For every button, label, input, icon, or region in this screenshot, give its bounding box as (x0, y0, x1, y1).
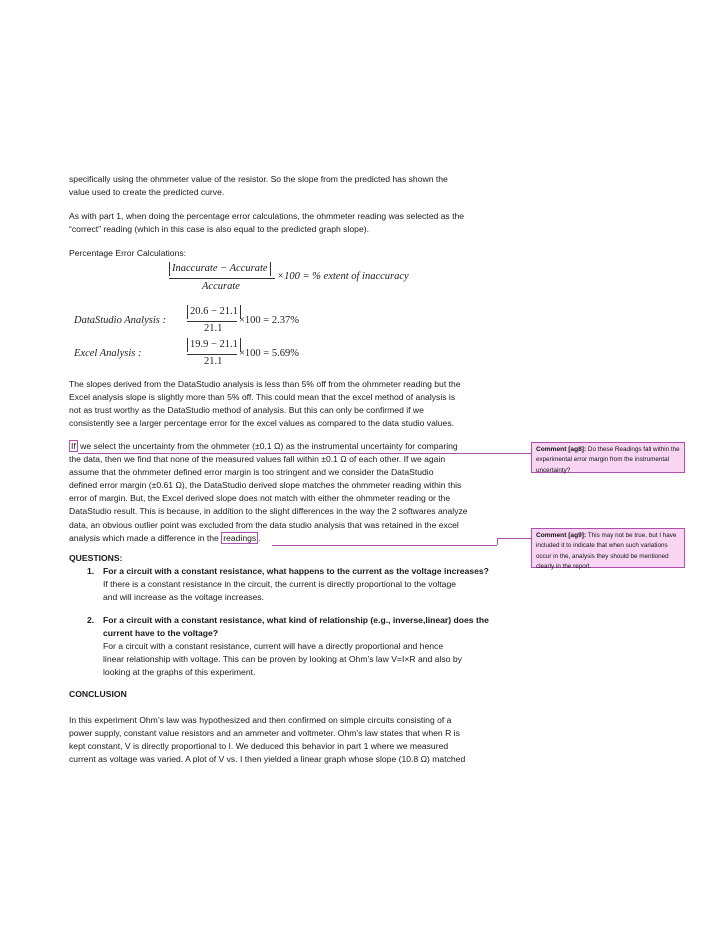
comment-ag9-connector-b (497, 538, 531, 539)
conclusion-body: In this experiment Ohm’s law was hypothesized and then confirmed on simple circuits consisting of a power supply, constant value resistors and an ammeter and voltmeter. Ohm’s law states that when R is kept constant, V is directly proportional to I. We deduced this behavior in part 1 where we measured current as voltage was varied. A plot of V vs. I then yielded a linear graph whose slope (10.8 Ω) matched (69, 715, 466, 765)
datastudio-numerator: 20.6 − 21.1 (187, 305, 241, 319)
excel-rhs: ×100 = 5.69% (239, 348, 299, 359)
question-1: 1. For a circuit with a constant resistance, what happens to the current as the voltage increases? If there is a constant resistance in the circuit, the current is directly proportional to the voltage and will increase as the voltage increases. (87, 566, 489, 602)
paragraph-uncertainty: If we select the uncertainty from the ohmmeter (±0.1 Ω) as the instrumental uncertainty for comparing the data, then we find that none of the measured values fall within ±0.1 Ω of each other. If we again assume that the ohmmeter defined error margin is too stringent and we consider the DataStudio defined error margin (±0.61 Ω), the DataStudio derived slope matches the ohmmeter reading within this error of margin. But, the Excel derived slope does not match with either the ohmmeter reading or the DataStudio result. This is because, in addition to the slight differences in the way the 2 softwares analyze data, an obvious outlier point was excluded from the data studio analysis that was retained in the excel analysis which made a difference in the readings . (69, 441, 468, 543)
formula-denominator: Accurate (202, 281, 240, 292)
comment-anchor-ag8[interactable]: If (71, 441, 76, 451)
questions-heading: QUESTIONS: (69, 553, 123, 563)
comment-ag9[interactable]: Comment [ag9]: This may not be true, but I have included it to indicate that when such variations occur in the, analysis they should be mentioned clearly in the report. (531, 528, 685, 568)
question-2: 2. For a circuit with a constant resistance, what kind of relationship (e.g., inverse,linear) does the current have to the voltage? For a circuit with a constant resistance, current will have a directly proportional and hence linear relationship with voltage. This can be proven by looking at Ohm’s law V=I×R and also by looking at the graphs of this experiment. (87, 615, 489, 677)
datastudio-fraction-bar (187, 321, 237, 322)
formula-numerator: Inaccurate − Accurate (169, 262, 271, 276)
comment-anchor-ag9[interactable]: readings (223, 532, 257, 543)
excel-numerator: 19.9 − 21.1 (187, 338, 241, 352)
datastudio-denominator: 21.1 (204, 323, 223, 334)
paragraph-part1-reference: As with part 1, when doing the percentage error calculations, the ohmmeter reading was selected as the “correct” reading (which in this case is also equal to the predicted graph slope). (69, 211, 465, 235)
comment-ag9-connector-a (272, 545, 497, 546)
paragraph-slope-comparison: The slopes derived from the DataStudio analysis is less than 5% off from the ohmmeter reading but the Excel analysis slope is slightly more than 5% off. This could mean that the excel method of analysis is not as trust worthy as the DataStudio method of analysis. But this can only be confirmed if we consistently see a larger percentage error for the excel values as compared to the data studio values. (69, 379, 461, 429)
excel-fraction-bar (187, 354, 237, 355)
comment-ag8[interactable]: Comment [ag8]: Do these Readings fall within the experimental error margin from the instrumental uncertainty? (531, 442, 685, 473)
conclusion-heading: CONCLUSION (69, 689, 127, 699)
comment-ag8-connector (78, 453, 531, 454)
comment-ag9-connector-c (497, 538, 498, 545)
percentage-error-heading: Percentage Error Calculations: (69, 248, 187, 258)
formula-rhs: ×100 = % extent of inaccuracy (277, 271, 409, 282)
datastudio-label: DataStudio Analysis : (74, 315, 166, 326)
datastudio-rhs: ×100 = 2.37% (239, 315, 299, 326)
excel-label: Excel Analysis : (74, 348, 142, 359)
formula-fraction-bar (169, 278, 275, 279)
paragraph-intro: specifically using the ohmmeter value of the resistor. So the slope from the predicted has shown the value used to create the predicted curve. (69, 174, 448, 198)
excel-denominator: 21.1 (204, 356, 223, 367)
